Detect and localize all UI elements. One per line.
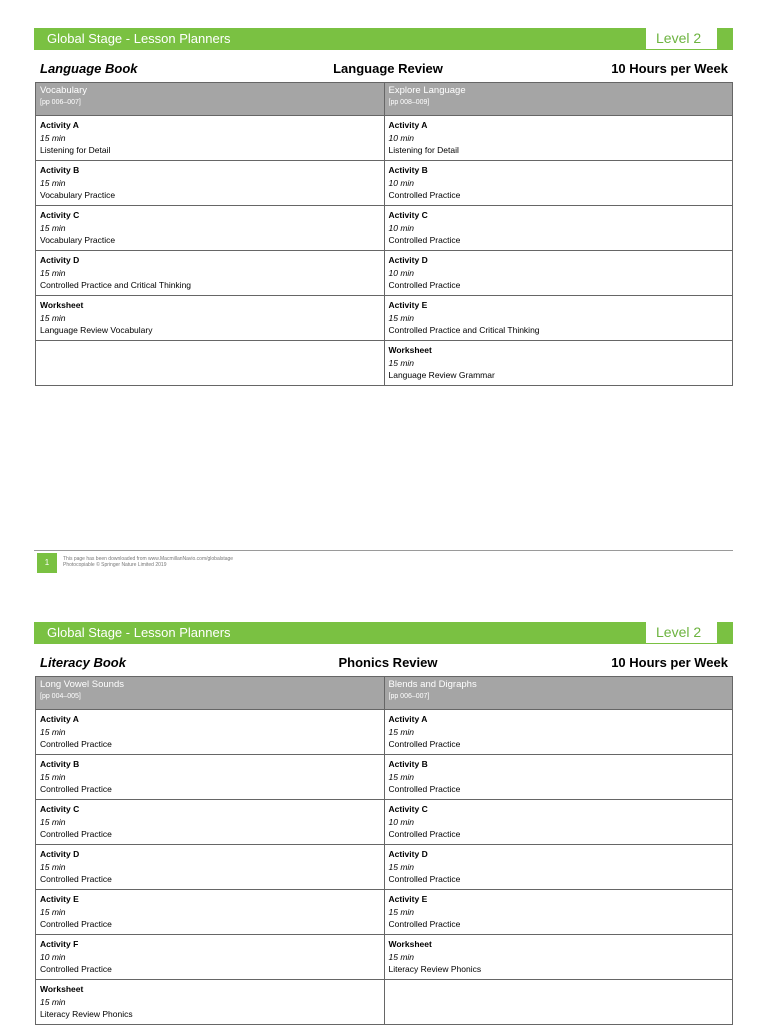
activity-time: 10 min <box>388 222 415 233</box>
activity-cell <box>384 800 733 845</box>
column-header <box>36 83 385 116</box>
banner-tab <box>717 622 733 644</box>
activity-cell <box>36 755 385 800</box>
activity-cell <box>384 251 733 296</box>
table-row <box>36 890 733 935</box>
activity-name: Activity B <box>388 759 428 769</box>
activity-time: 15 min <box>40 996 66 1007</box>
column-pages: [pp 008–009] <box>388 98 430 106</box>
column-header <box>384 677 733 710</box>
table-row <box>36 935 733 980</box>
hours-per-week: 10 Hours per Week <box>611 655 728 670</box>
activity-name: Activity C <box>40 804 80 814</box>
activity-cell <box>384 890 733 935</box>
activity-name: Activity C <box>40 210 80 220</box>
activity-time: 15 min <box>40 861 66 872</box>
activity-time: 15 min <box>40 771 66 782</box>
banner-title: Global Stage - Lesson Planners <box>47 31 231 46</box>
column-title: Long Vowel Sounds <box>40 679 124 690</box>
activity-description: Controlled Practice <box>40 829 112 839</box>
activity-description: Language Review Vocabulary <box>40 325 153 335</box>
activity-name: Activity E <box>388 300 428 310</box>
banner <box>34 622 733 644</box>
banner-title: Global Stage - Lesson Planners <box>47 625 231 640</box>
activity-cell <box>384 161 733 206</box>
page-footer <box>34 550 733 576</box>
activity-cell <box>36 251 385 296</box>
activity-cell <box>36 800 385 845</box>
table-row <box>36 755 733 800</box>
column-header <box>36 677 385 710</box>
column-header <box>384 83 733 116</box>
footer-text <box>63 556 233 568</box>
page-number: 1 <box>37 553 57 573</box>
activity-cell <box>384 710 733 755</box>
column-pages: [pp 006–007] <box>40 98 81 106</box>
activity-name: Worksheet <box>388 345 432 355</box>
empty-cell <box>384 980 733 1025</box>
activity-description: Controlled Practice <box>388 190 461 200</box>
activity-time: 15 min <box>388 861 415 872</box>
activity-description: Controlled Practice <box>40 964 112 974</box>
level-label: Level 2 <box>656 30 702 46</box>
activity-cell <box>384 296 733 341</box>
table-row <box>36 710 733 755</box>
heading-row <box>38 655 728 673</box>
table-row <box>36 845 733 890</box>
empty-cell <box>36 341 385 386</box>
table-row <box>36 980 733 1025</box>
activity-description: Controlled Practice and Critical Thinking <box>40 280 192 290</box>
activity-cell <box>384 845 733 890</box>
activity-description: Controlled Practice <box>388 739 461 749</box>
footer-rule <box>34 550 733 551</box>
activity-name: Activity B <box>40 759 80 769</box>
table-row <box>36 800 733 845</box>
activity-time: 15 min <box>388 951 415 962</box>
hours-per-week: 10 Hours per Week <box>611 61 728 76</box>
activity-name: Activity E <box>388 894 428 904</box>
book-title: Literacy Book <box>40 655 126 670</box>
column-pages: [pp 004–005] <box>40 692 81 700</box>
activity-description: Controlled Practice <box>388 784 461 794</box>
banner <box>34 28 733 50</box>
banner-tab <box>717 28 733 50</box>
activity-time: 15 min <box>388 771 415 782</box>
book-title: Language Book <box>40 61 138 76</box>
activity-time: 15 min <box>40 267 66 278</box>
activity-cell <box>36 296 385 341</box>
activity-time: 15 min <box>40 906 66 917</box>
unit-title: Language Review <box>333 61 443 76</box>
table-row <box>36 206 733 251</box>
activity-cell <box>36 206 385 251</box>
activity-name: Activity D <box>388 255 428 265</box>
column-pages: [pp 006–007] <box>388 692 430 700</box>
copyright-notice: Photocopiable © Springer Nature Limited 2019 <box>63 562 167 568</box>
activity-description: Language Review Grammar <box>388 370 495 380</box>
table-row <box>36 251 733 296</box>
activity-cell <box>36 845 385 890</box>
table-header-row <box>36 83 733 116</box>
activity-description: Controlled Practice <box>40 919 112 929</box>
activity-cell <box>36 161 385 206</box>
activity-name: Activity C <box>388 804 428 814</box>
activity-cell <box>36 980 385 1025</box>
activity-name: Activity C <box>388 210 428 220</box>
column-title: Vocabulary <box>40 85 88 96</box>
activity-time: 15 min <box>388 906 415 917</box>
activity-time: 15 min <box>388 312 415 323</box>
activity-time: 15 min <box>40 816 66 827</box>
banner-rule <box>34 49 733 50</box>
activity-description: Controlled Practice <box>388 829 461 839</box>
activity-cell <box>36 935 385 980</box>
activity-description: Vocabulary Practice <box>40 190 116 200</box>
activity-name: Activity E <box>40 894 79 904</box>
activity-time: 15 min <box>40 312 66 323</box>
activity-name: Activity A <box>388 714 428 724</box>
activity-description: Controlled Practice <box>388 874 461 884</box>
activity-description: Controlled Practice <box>388 235 461 245</box>
activity-time: 15 min <box>388 357 415 368</box>
activity-description: Controlled Practice <box>40 784 112 794</box>
activity-cell <box>384 755 733 800</box>
activity-cell <box>36 890 385 935</box>
activity-time: 15 min <box>388 726 415 737</box>
unit-title: Phonics Review <box>338 655 438 670</box>
level-label: Level 2 <box>656 624 702 640</box>
activity-time: 15 min <box>40 177 66 188</box>
table-row <box>36 161 733 206</box>
activity-time: 10 min <box>388 267 415 278</box>
activity-name: Activity D <box>388 849 428 859</box>
activity-cell <box>36 116 385 161</box>
activity-cell <box>384 341 733 386</box>
activity-name: Activity B <box>388 165 428 175</box>
download-notice: This page has been downloaded from www.MacmillanNavio.com/globalstage <box>63 556 234 562</box>
activity-cell <box>384 935 733 980</box>
table-row <box>36 116 733 161</box>
activity-name: Activity A <box>388 120 428 130</box>
activity-name: Worksheet <box>40 300 84 310</box>
activity-time: 15 min <box>40 222 66 233</box>
activity-time: 10 min <box>388 816 415 827</box>
activity-cell <box>36 710 385 755</box>
table-header-row <box>36 677 733 710</box>
activity-name: Activity A <box>40 120 79 130</box>
activity-cell <box>384 116 733 161</box>
banner-rule <box>34 643 733 644</box>
activity-description: Literacy Review Phonics <box>388 964 482 974</box>
activity-cell <box>384 206 733 251</box>
activity-time: 10 min <box>388 177 415 188</box>
heading-row <box>38 61 728 79</box>
activity-description: Controlled Practice <box>388 919 461 929</box>
activity-description: Listening for Detail <box>40 145 111 155</box>
column-title: Explore Language <box>388 85 466 96</box>
activity-description: Controlled Practice <box>40 739 112 749</box>
activity-description: Controlled Practice <box>40 874 112 884</box>
activity-description: Listening for Detail <box>388 145 459 155</box>
activity-name: Activity F <box>40 939 79 949</box>
activity-description: Controlled Practice and Critical Thinking <box>388 325 540 335</box>
table-row <box>36 341 733 386</box>
activity-name: Activity D <box>40 255 80 265</box>
activity-name: Activity A <box>40 714 79 724</box>
lesson-plan-table <box>35 676 733 1025</box>
activity-name: Activity D <box>40 849 80 859</box>
activity-time: 15 min <box>40 726 66 737</box>
activity-name: Worksheet <box>388 939 432 949</box>
activity-time: 15 min <box>40 132 66 143</box>
activity-time: 10 min <box>388 132 415 143</box>
column-title: Blends and Digraphs <box>388 679 477 690</box>
activity-description: Vocabulary Practice <box>40 235 116 245</box>
table-row <box>36 296 733 341</box>
activity-description: Literacy Review Phonics <box>40 1009 133 1019</box>
activity-time: 10 min <box>40 951 66 962</box>
lesson-plan-table <box>35 82 733 386</box>
activity-name: Worksheet <box>40 984 84 994</box>
activity-description: Controlled Practice <box>388 280 461 290</box>
activity-name: Activity B <box>40 165 80 175</box>
